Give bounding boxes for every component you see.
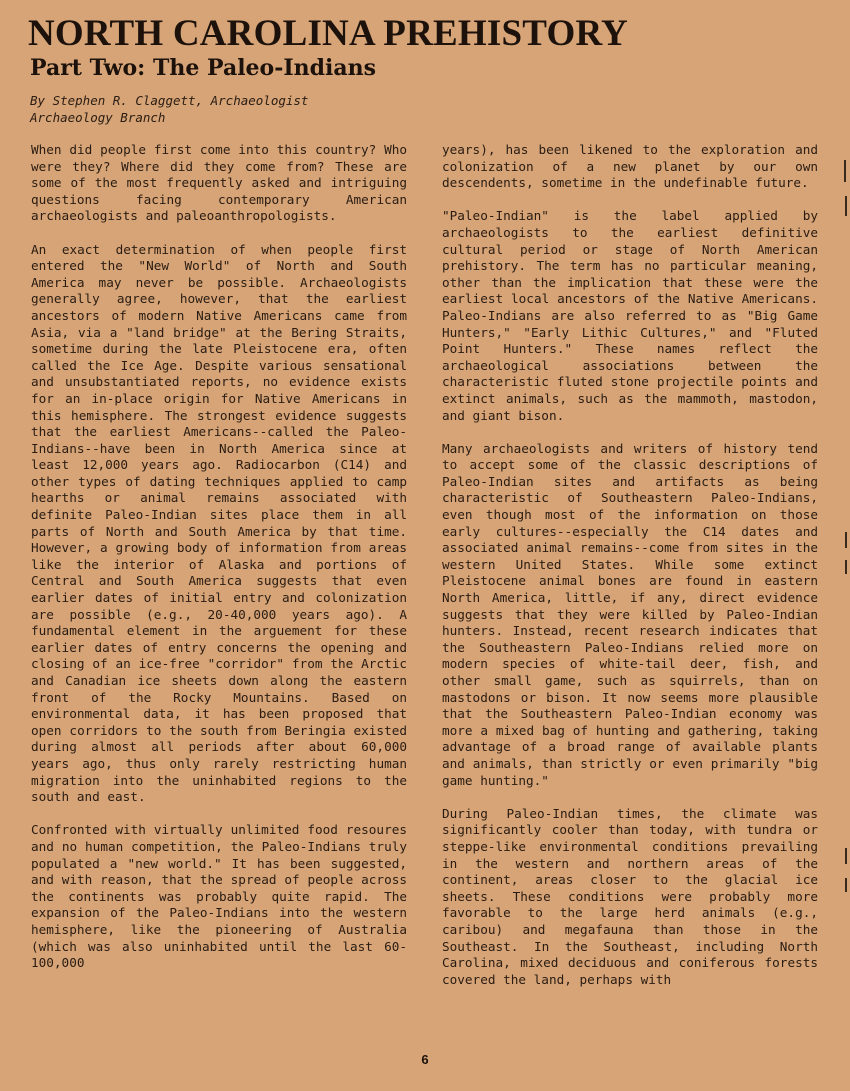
paragraph: years), has been likened to the exploration and colonization of a new planet by our own descendents, sometime in the undefinable future. — [442, 142, 818, 191]
paragraph: Confronted with virtually unlimited food resoures and no human competition, the Paleo-Indians truly populated a "new world." It has been suggested, and with reason, that the spread of people across the continents was probably quite rapid. The expansion of the Paleo-Indians into the western hemisphere, like the pioneering of Australia (which was also uninhabited until the last 60-100,000 — [31, 822, 407, 971]
article-subtitle: Part Two: The Paleo-Indians — [30, 55, 377, 81]
paragraph: During Paleo-Indian times, the climate was significantly cooler than today, with tundra or steppe-like environmental conditions prevailing in the western and northern areas of the continent, areas closer to the glacial ice sheets. These conditions were probably more favorable to the large herd animals (e.g., caribou) and megafauna than those in the Southeast. In the Southeast, including North Carolina, mixed deciduous and coniferous forests covered the land, perhaps with — [442, 805, 818, 987]
paragraph: Many archaeologists and writers of history tend to accept some of the classic descriptions of Paleo-Indian sites and artifacts as being characteristic of Southeastern Paleo-Indians, even though most of the information on those early cultures--especially the C14 dates and associated animal remains--come from sites in the western United States. While some extinct Pleistocene animal bones are found in eastern North America, little, if any, direct evidence suggests that they were killed by Paleo-Indian hunters. Instead, recent research indicates that the Southeastern Paleo-Indians relied more on modern species of white-tail deer, fish, and other small game, such as squirrels, than on mastodons or bison. It now seems more plausible that the Southeastern Paleo-Indian economy was more a mixed bag of hunting and gathering, taking advantage of a broad range of available plants and animals, than strictly or even primarily "big game hunting." — [442, 440, 818, 788]
margin-mark — [845, 878, 847, 892]
margin-mark — [845, 196, 847, 216]
byline-affiliation: Archaeology Branch — [30, 110, 166, 125]
left-column — [31, 142, 407, 988]
margin-mark — [845, 532, 847, 548]
paragraph: An exact determination of when people first entered the "New World" of North and South America may never be possible. Archaeologists generally agree, however, that the earliest ancestors of modern Native Americans came from Asia, via a "land bridge" at the Bering Straits, sometime during the late Pleistocene era, often called the Ice Age. Despite various sensational and unsubstantiated reports, no evidence exists for an in-place origin for Native Americans in this hemisphere. The strongest evidence suggests that the earliest Americans--called the Paleo-Indians--have been in North America since at least 12,000 years ago. Radiocarbon (C14) and other types of dating techniques applied to camp hearths or animal remains associated with definite Paleo-Indian sites place them in all parts of North and South America by that time. However, a growing body of information from areas like the interior of Alaska and portions of Central and South America suggests that even earlier dates of initial entry and colonization are possible (e.g., 20-40,000 years ago). A fundamental element in the arguement for these earlier dates of entry concerns the opening and closing of an ice-free "corridor" from the Arctic and Canadian ice sheets down along the eastern front of the Rocky Mountains. Based on environmental data, it has been proposed that open corridors to the south from Beringia existed during almost all periods after about 60,000 years ago, thus only rarely restricting human migration into the uninhabited regions to the south and east. — [31, 241, 407, 805]
margin-mark — [845, 560, 847, 574]
paragraph: When did people first come into this country? Who were they? Where did they come from? These are some of the most frequently asked and intriguing questions facing contemporary American archaeologists and paleoanthropologists. — [31, 142, 407, 224]
margin-mark — [844, 160, 846, 182]
article-title: NORTH CAROLINA PREHISTORY — [28, 13, 628, 54]
margin-mark — [845, 848, 847, 864]
paragraph: "Paleo-Indian" is the label applied by archaeologists to the earliest definitive cultural period or stage of North American prehistory. The term has no particular meaning, other than the implication that these were the earliest local ancestors of the Native Americans. Paleo-Indians are also referred to as "Big Game Hunters," "Early Lithic Cultures," and "Fluted Point Hunters." These names reflect the archaeological associations between the characteristic fluted stone projectile points and extinct animals, such as the mammoth, mastodon, and giant bison. — [442, 208, 818, 423]
byline — [30, 92, 308, 126]
right-column — [442, 142, 818, 1005]
byline-author: By Stephen R. Claggett, Archaeologist — [30, 93, 309, 108]
page-number: 6 — [421, 1052, 429, 1067]
